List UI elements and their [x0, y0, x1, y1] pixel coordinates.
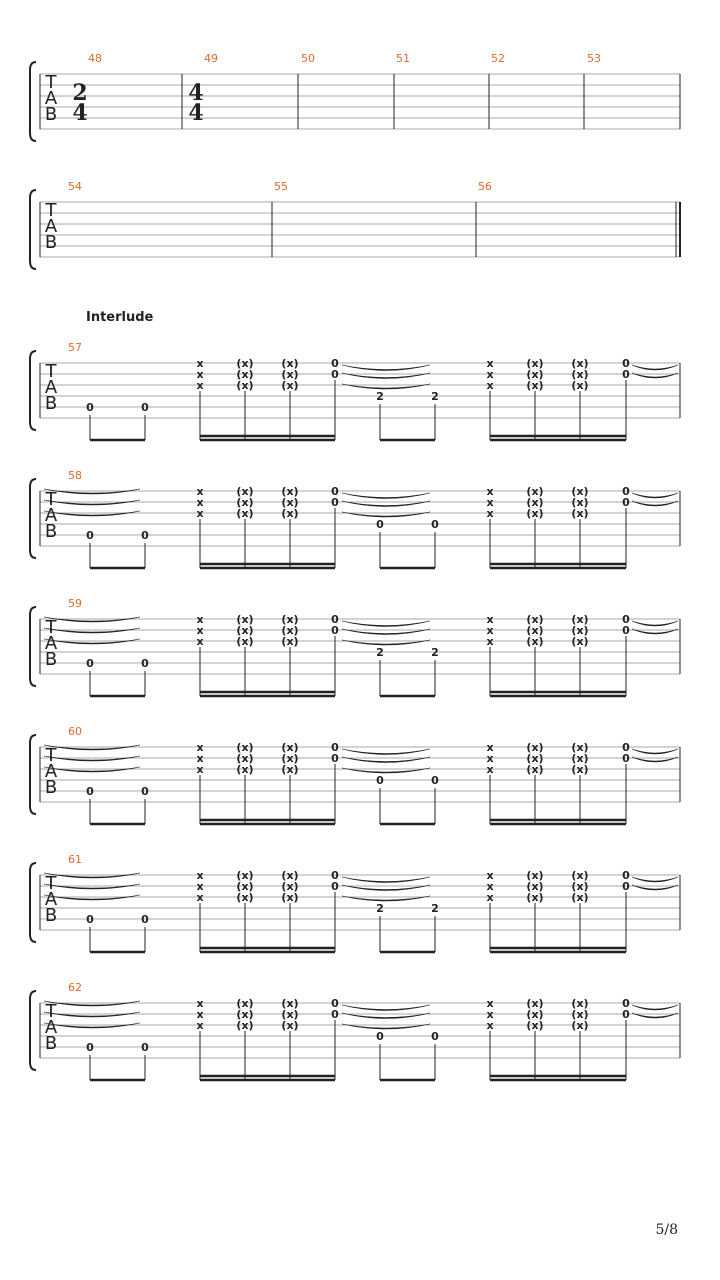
muted-note: (x): [236, 880, 254, 893]
tie: [632, 1005, 678, 1010]
system-bracket: [30, 190, 36, 269]
fret-number: 0: [331, 752, 339, 765]
measure-number: 50: [301, 52, 315, 65]
muted-note: (x): [281, 880, 299, 893]
fret-number: 0: [86, 913, 94, 926]
tab-clef-letter: B: [44, 521, 58, 542]
muted-note: x: [196, 869, 204, 882]
muted-note: x: [196, 485, 204, 498]
muted-note: (x): [236, 752, 254, 765]
muted-note: x: [196, 635, 204, 648]
measure-number: 55: [274, 180, 288, 193]
muted-note: (x): [526, 485, 544, 498]
muted-note: (x): [236, 635, 254, 648]
muted-note: (x): [571, 1019, 589, 1032]
fret-number: 0: [331, 741, 339, 754]
muted-note: (x): [236, 379, 254, 392]
fret-number: 0: [431, 518, 439, 531]
muted-note: (x): [281, 891, 299, 904]
tie: [342, 877, 430, 883]
tab-clef-letter: B: [44, 104, 58, 125]
muted-note: (x): [571, 635, 589, 648]
muted-note: (x): [281, 635, 299, 648]
muted-note: (x): [571, 891, 589, 904]
fret-number: 0: [141, 657, 149, 670]
muted-note: (x): [571, 496, 589, 509]
muted-note: (x): [236, 1008, 254, 1021]
fret-number: 0: [331, 357, 339, 370]
muted-note: x: [486, 891, 494, 904]
muted-note: (x): [526, 368, 544, 381]
muted-note: (x): [281, 507, 299, 520]
fret-number: 0: [86, 401, 94, 414]
measure-number: 53: [587, 52, 601, 65]
system-bracket: [30, 351, 36, 430]
system-bracket: [30, 991, 36, 1070]
tab-clef-letter: B: [44, 905, 58, 926]
measure-number: 51: [396, 52, 410, 65]
fret-number: 0: [622, 485, 630, 498]
muted-note: x: [196, 997, 204, 1010]
muted-note: (x): [281, 379, 299, 392]
muted-note: (x): [281, 496, 299, 509]
muted-note: (x): [236, 741, 254, 754]
muted-note: (x): [526, 891, 544, 904]
measure-number: 56: [478, 180, 492, 193]
tab-clef-letter: B: [44, 1033, 58, 1054]
muted-note: (x): [571, 880, 589, 893]
muted-note: (x): [236, 624, 254, 637]
time-signature-top: 4: [188, 80, 204, 106]
muted-note: (x): [526, 752, 544, 765]
fret-number: 0: [331, 880, 339, 893]
muted-note: (x): [526, 613, 544, 626]
muted-note: (x): [236, 1019, 254, 1032]
page-number: 5/8: [655, 1222, 678, 1238]
tab-clef-letter: T: [45, 489, 57, 510]
muted-note: (x): [526, 869, 544, 882]
muted-note: x: [486, 997, 494, 1010]
muted-note: x: [486, 741, 494, 754]
fret-number: 0: [622, 496, 630, 509]
muted-note: x: [196, 379, 204, 392]
muted-note: (x): [236, 507, 254, 520]
tab-clef-letter: T: [45, 745, 57, 766]
muted-note: (x): [281, 741, 299, 754]
tie: [632, 621, 678, 626]
muted-note: x: [486, 368, 494, 381]
muted-note: (x): [571, 869, 589, 882]
system-bracket: [30, 735, 36, 814]
muted-note: (x): [236, 496, 254, 509]
time-signature-bottom: 4: [72, 100, 88, 126]
muted-note: (x): [281, 997, 299, 1010]
muted-note: x: [196, 624, 204, 637]
muted-note: x: [486, 507, 494, 520]
muted-note: x: [196, 357, 204, 370]
tab-clef-letter: B: [44, 393, 58, 414]
fret-number: 0: [431, 1030, 439, 1043]
muted-note: (x): [526, 496, 544, 509]
muted-note: (x): [526, 880, 544, 893]
muted-note: x: [486, 1008, 494, 1021]
tab-clef-letter: T: [45, 72, 57, 93]
muted-note: (x): [571, 613, 589, 626]
tab-clef-letter: T: [45, 873, 57, 894]
muted-note: x: [486, 880, 494, 893]
muted-note: (x): [571, 1008, 589, 1021]
measure-number: 58: [68, 469, 82, 482]
fret-number: 0: [331, 624, 339, 637]
muted-note: x: [486, 635, 494, 648]
muted-note: (x): [526, 997, 544, 1010]
tie: [342, 749, 430, 755]
muted-note: x: [196, 891, 204, 904]
muted-note: (x): [281, 1008, 299, 1021]
muted-note: (x): [236, 357, 254, 370]
muted-note: (x): [526, 624, 544, 637]
muted-note: (x): [236, 368, 254, 381]
muted-note: x: [486, 485, 494, 498]
muted-note: (x): [571, 357, 589, 370]
muted-note: (x): [281, 613, 299, 626]
fret-number: 0: [622, 997, 630, 1010]
tab-clef-letter: A: [44, 88, 58, 109]
muted-note: x: [486, 496, 494, 509]
muted-note: (x): [281, 869, 299, 882]
tab-clef-letter: A: [44, 216, 58, 237]
muted-note: (x): [281, 763, 299, 776]
system-bracket: [30, 607, 36, 686]
tab-clef-letter: A: [44, 1017, 58, 1038]
muted-note: (x): [571, 741, 589, 754]
tab-clef-letter: T: [45, 361, 57, 382]
muted-note: x: [486, 869, 494, 882]
system-bracket: [30, 62, 36, 141]
muted-note: (x): [236, 869, 254, 882]
fret-number: 0: [141, 401, 149, 414]
tie: [342, 493, 430, 499]
muted-note: (x): [571, 368, 589, 381]
muted-note: (x): [526, 635, 544, 648]
fret-number: 0: [376, 518, 384, 531]
muted-note: x: [196, 763, 204, 776]
fret-number: 0: [331, 869, 339, 882]
section-label: Interlude: [86, 310, 154, 325]
muted-note: x: [196, 613, 204, 626]
tab-clef-letter: A: [44, 377, 58, 398]
muted-note: (x): [571, 763, 589, 776]
muted-note: (x): [281, 752, 299, 765]
muted-note: (x): [526, 379, 544, 392]
fret-number: 2: [431, 390, 439, 403]
tab-clef-letter: B: [44, 777, 58, 798]
muted-note: (x): [236, 997, 254, 1010]
measure-number: 60: [68, 725, 82, 738]
tab-clef-letter: B: [44, 232, 58, 253]
tab-clef-letter: A: [44, 889, 58, 910]
muted-note: x: [196, 496, 204, 509]
muted-note: (x): [571, 752, 589, 765]
measure-number: 57: [68, 341, 82, 354]
muted-note: x: [196, 752, 204, 765]
muted-note: (x): [526, 507, 544, 520]
muted-note: (x): [571, 379, 589, 392]
fret-number: 0: [86, 657, 94, 670]
fret-number: 0: [331, 613, 339, 626]
fret-number: 0: [622, 1008, 630, 1021]
muted-note: x: [196, 368, 204, 381]
tab-clef-letter: T: [45, 200, 57, 221]
fret-number: 0: [622, 368, 630, 381]
fret-number: 0: [331, 997, 339, 1010]
tab-clef-letter: A: [44, 633, 58, 654]
fret-number: 2: [431, 646, 439, 659]
tie: [632, 877, 678, 882]
muted-note: x: [486, 613, 494, 626]
system-bracket: [30, 863, 36, 942]
fret-number: 0: [622, 741, 630, 754]
fret-number: 0: [622, 357, 630, 370]
muted-note: (x): [571, 485, 589, 498]
fret-number: 2: [431, 902, 439, 915]
fret-number: 0: [376, 1030, 384, 1043]
muted-note: (x): [236, 613, 254, 626]
system-bracket: [30, 479, 36, 558]
measure-number: 49: [204, 52, 218, 65]
time-signature-top: 2: [72, 80, 88, 106]
fret-number: 0: [141, 913, 149, 926]
muted-note: (x): [236, 763, 254, 776]
time-signature-bottom: 4: [188, 100, 204, 126]
measure-number: 61: [68, 853, 82, 866]
tab-clef-letter: T: [45, 1001, 57, 1022]
muted-note: x: [196, 1019, 204, 1032]
tie: [342, 621, 430, 627]
fret-number: 0: [331, 496, 339, 509]
fret-number: 0: [331, 368, 339, 381]
tie: [632, 365, 678, 370]
fret-number: 2: [376, 646, 384, 659]
fret-number: 0: [141, 529, 149, 542]
fret-number: 0: [86, 785, 94, 798]
tab-clef-letter: B: [44, 649, 58, 670]
muted-note: (x): [236, 891, 254, 904]
tie: [342, 1005, 430, 1011]
muted-note: (x): [526, 763, 544, 776]
fret-number: 0: [331, 1008, 339, 1021]
fret-number: 0: [141, 785, 149, 798]
fret-number: 0: [622, 880, 630, 893]
fret-number: 0: [86, 1041, 94, 1054]
muted-note: x: [486, 752, 494, 765]
muted-note: (x): [571, 507, 589, 520]
muted-note: (x): [571, 997, 589, 1010]
muted-note: x: [196, 1008, 204, 1021]
muted-note: x: [486, 624, 494, 637]
muted-note: (x): [526, 741, 544, 754]
fret-number: 0: [431, 774, 439, 787]
muted-note: x: [196, 880, 204, 893]
fret-number: 0: [622, 752, 630, 765]
tie: [342, 365, 430, 371]
tab-clef-letter: T: [45, 617, 57, 638]
muted-note: (x): [281, 357, 299, 370]
muted-note: (x): [281, 485, 299, 498]
fret-number: 0: [331, 485, 339, 498]
muted-note: (x): [526, 1019, 544, 1032]
fret-number: 2: [376, 390, 384, 403]
muted-note: (x): [281, 1019, 299, 1032]
muted-note: (x): [281, 368, 299, 381]
muted-note: x: [486, 763, 494, 776]
muted-note: x: [196, 741, 204, 754]
measure-number: 59: [68, 597, 82, 610]
tab-clef-letter: A: [44, 761, 58, 782]
fret-number: 2: [376, 902, 384, 915]
measure-number: 48: [88, 52, 102, 65]
measure-number: 52: [491, 52, 505, 65]
fret-number: 0: [141, 1041, 149, 1054]
measure-number: 54: [68, 180, 82, 193]
fret-number: 0: [622, 624, 630, 637]
fret-number: 0: [622, 869, 630, 882]
muted-note: x: [196, 507, 204, 520]
tie: [632, 749, 678, 754]
fret-number: 0: [376, 774, 384, 787]
muted-note: x: [486, 1019, 494, 1032]
muted-note: x: [486, 357, 494, 370]
measure-number: 62: [68, 981, 82, 994]
tie: [632, 493, 678, 498]
muted-note: (x): [526, 1008, 544, 1021]
fret-number: 0: [86, 529, 94, 542]
muted-note: (x): [526, 357, 544, 370]
tab-clef-letter: A: [44, 505, 58, 526]
muted-note: x: [486, 379, 494, 392]
muted-note: (x): [236, 485, 254, 498]
fret-number: 0: [622, 613, 630, 626]
muted-note: (x): [281, 624, 299, 637]
muted-note: (x): [571, 624, 589, 637]
